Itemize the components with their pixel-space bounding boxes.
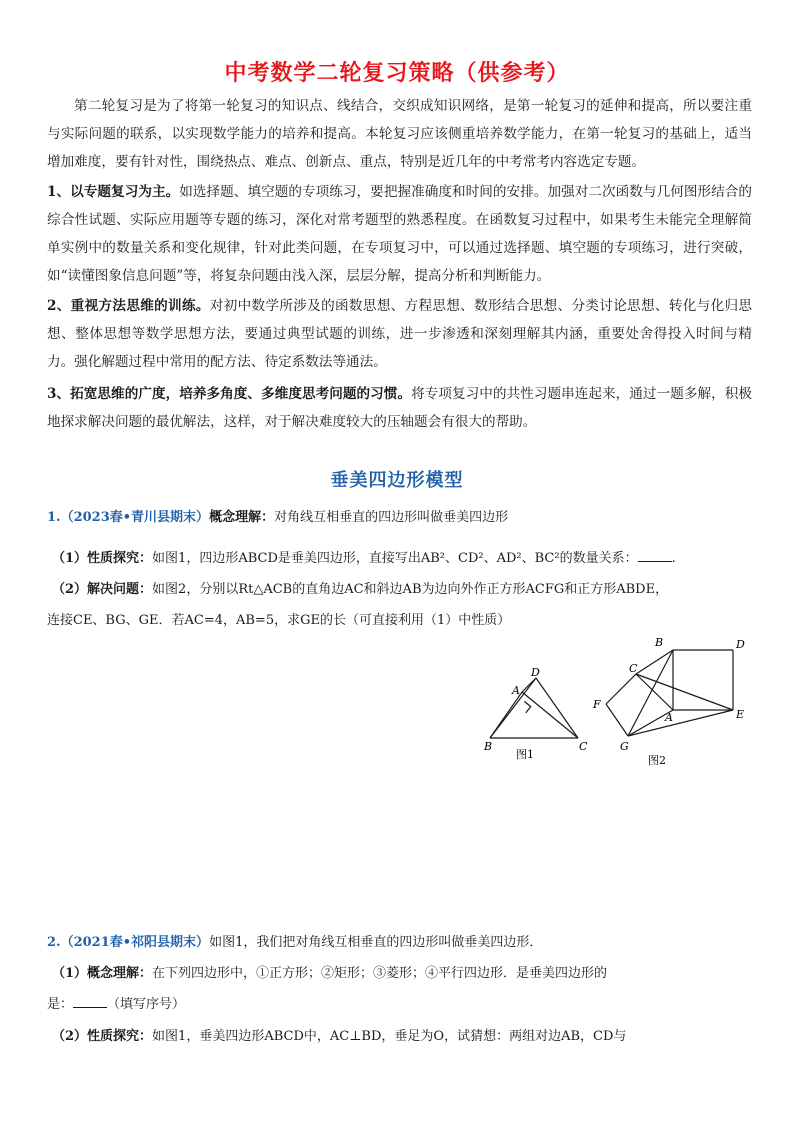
q2-number: 2.（2021春•祁阳县期末） xyxy=(47,935,210,950)
fig1-right-angle-mark xyxy=(524,701,530,713)
fig1-label-c: C xyxy=(579,740,588,753)
q2-answer-blank[interactable] xyxy=(73,993,107,1008)
q1-lead-body: 对角线互相垂直的四边形叫做垂美四边形 xyxy=(274,510,509,525)
q1-part2 xyxy=(52,575,764,605)
q1-part2-heading: （2）解决问题： xyxy=(52,582,153,597)
fig2-label-a: A xyxy=(665,711,673,724)
strategy-2-heading: 2、重视方法思维的训练。 xyxy=(47,298,210,314)
strategy-3-heading: 3、拓宽思维的广度，培养多角度、多维度思考问题的习惯。 xyxy=(47,386,412,402)
figure-1 xyxy=(478,664,598,764)
figure-2 xyxy=(588,632,756,772)
fig1-label-b: B xyxy=(484,740,493,753)
q1-header xyxy=(47,503,759,533)
q1-part2-line2: 连接CE、BG、GE．若AC=4，AB=5，求GE的长（可直接利用（1）中性质） xyxy=(47,613,511,628)
q2-part1-body: 在下列四边形中，①正方形；②矩形；③菱形；④平行四边形．是垂美四边形的 xyxy=(152,966,608,981)
strategy-1 xyxy=(47,178,752,290)
strategy-3 xyxy=(47,380,752,436)
fig2-label-d: D xyxy=(736,638,745,651)
strategy-1-heading: 1、以专题复习为主。 xyxy=(47,184,180,200)
q2-part2-heading: （2）性质探究： xyxy=(52,1029,153,1044)
fig2-segment-ge xyxy=(628,710,733,736)
fig1-label-a: A xyxy=(512,684,520,697)
fig2-caption: 图2 xyxy=(648,754,666,767)
fig2-side-cf xyxy=(606,674,636,704)
q2-part1-line2-hint: （填写序号） xyxy=(107,997,186,1012)
fig2-label-f: F xyxy=(593,698,601,711)
fig2-label-c: C xyxy=(629,662,638,675)
intro-paragraph: 第二轮复习是为了将第一轮复习的知识点、线结合，交织成知识网络，是第一轮复习的延伸和提高，所以要注重与实际问题的联系，以实现数学能力的培养和提高。本轮复习应该侧重培养数学能力，在第一轮复习的基础上，适当增加难度，要有针对性，围绕热点、难点、创新点、重点，特别是近几年的中考常考内容选定专题。 xyxy=(47,98,752,170)
section-title: 垂美四边形模型 xyxy=(330,470,464,491)
fig2-label-e: E xyxy=(736,708,745,721)
q2-part1-heading: （1）概念理解： xyxy=(52,966,153,981)
q2-part1-line2-lead: 是： xyxy=(47,997,74,1012)
q1-part1 xyxy=(52,544,764,574)
q2-part1 xyxy=(52,959,764,989)
q2-lead: 如图1，我们把对角线互相垂直的四边形叫做垂美四边形． xyxy=(209,935,543,950)
fig2-side-fg xyxy=(606,704,628,736)
strategy-2-body: 对初中数学所涉及的函数思想、方程思想、数形结合思想、分类讨论思想、转化与化归思想、整体思想等数学思想方法，要通过典型试题的训练，进一步渗透和深刻理解其内涵，重要处舍得投入时间与精力。强化解题过程中常用的配方法、待定系数法等通法。 xyxy=(47,298,752,370)
q1-part1-heading: （1）性质探究： xyxy=(52,551,153,566)
fig2-label-g: G xyxy=(620,740,629,753)
q1-part2-body1: 如图2，分别以Rt△ACB的直角边AC和斜边AB为边向外作正方形ACFG和正方形ABDE， xyxy=(152,582,669,597)
strategy-1-body: 如选择题、填空题的专项练习，要把握准确度和时间的安排。加强对二次函数与几何图形结合的综合性试题、实际应用题等专题的练习，深化对常考题型的熟悉程度。在函数复习过程中，如果考生未能完全理解简单实例中的数量关系和变化规律，针对此类问题，在专项复习中，可以通过选择题、填空题的专项练习，进行突破，如“读懂图象信息问题”等，将复杂问题由浅入深，层层分解，提高分析和判断能力。 xyxy=(47,184,752,284)
q2-part2-body: 如图1，垂美四边形ABCD中，AC⊥BD，垂足为O，试猜想：两组对边AB，CD与 xyxy=(152,1029,627,1044)
q2-part2 xyxy=(52,1022,764,1052)
fig2-side-ca xyxy=(636,674,673,710)
q2-part1-line2 xyxy=(47,990,759,1020)
strategy-3-body: 将专项复习中的共性习题串连起来，通过一题多解，积极地探求解决问题的最优解法，这样，对于解决难度较大的压轴题会有很大的帮助。 xyxy=(47,386,752,430)
strategy-2 xyxy=(47,292,752,376)
q1-part1-end: . xyxy=(671,551,676,566)
fig1-label-d: D xyxy=(531,666,540,679)
fig1-caption: 图1 xyxy=(516,748,534,761)
fig2-label-b: B xyxy=(655,636,664,649)
q1-answer-blank[interactable] xyxy=(638,547,672,562)
q2-header xyxy=(47,928,759,958)
q1-lead-heading: 概念理解： xyxy=(209,510,275,525)
page-title: 中考数学二轮复习策略（供参考） xyxy=(224,61,570,86)
q1-number: 1.（2023春•青川县期末） xyxy=(47,510,210,525)
q1-part1-body: 如图1，四边形ABCD是垂美四边形，直接写出AB²、CD²、AD²、BC²的数量关系： xyxy=(152,551,638,566)
fig2-side-bc xyxy=(636,650,673,674)
